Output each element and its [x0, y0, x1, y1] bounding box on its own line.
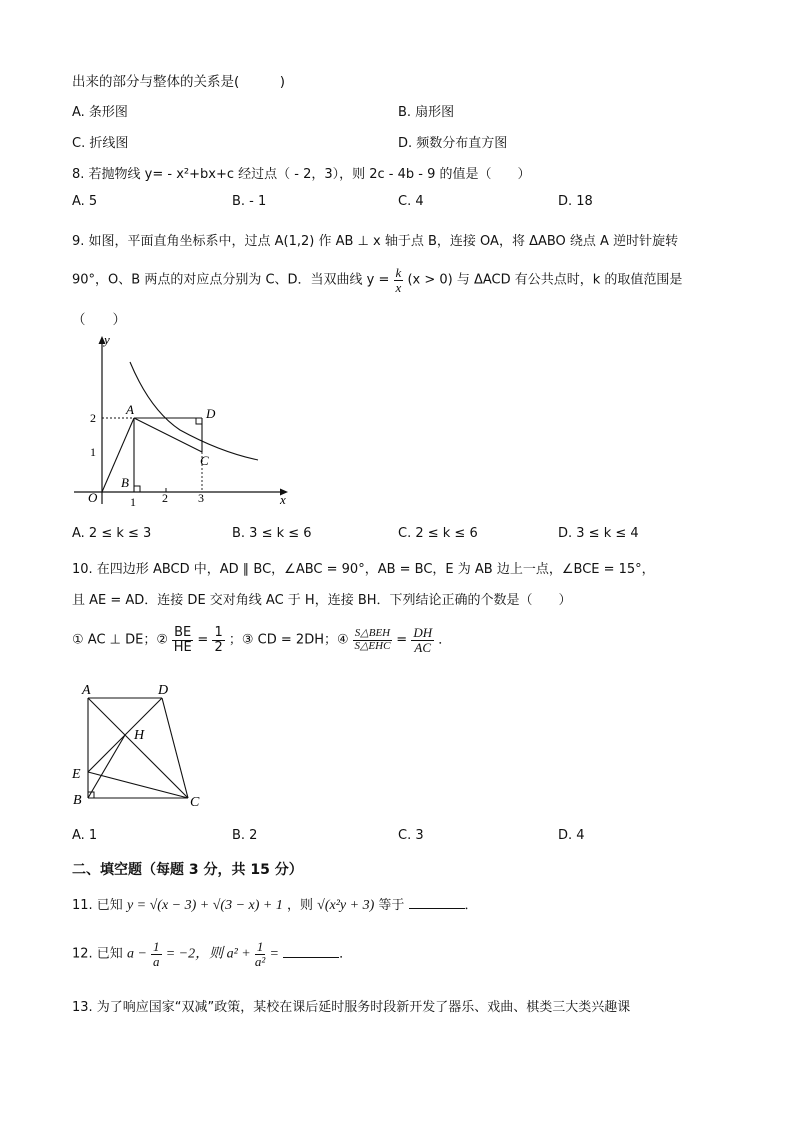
q9-coordinate-figure	[70, 330, 295, 510]
q10-conclusions	[72, 626, 451, 654]
q9-option-d: D. 3 ≤ k ≤ 4	[558, 526, 639, 541]
q12-fraction-1	[151, 940, 162, 968]
q10-frac-be: BE	[174, 625, 192, 640]
q9-frac-den: x	[395, 279, 402, 295]
section-heading-fill-in: 二、填空题（每题 3 分，共 15 分）	[72, 862, 303, 878]
x-axis-label: x	[280, 492, 286, 507]
side-dc	[162, 698, 188, 798]
q11-middle: ，则	[287, 898, 314, 913]
segment-ac	[134, 418, 202, 452]
vertex-a-label: A	[82, 683, 91, 698]
q10-end-mark: ．	[438, 632, 452, 648]
q9-line2-end: (x > 0) 与 ΔACD 有公共点时，k 的取值范围是	[407, 272, 683, 288]
q10-option-d: D. 4	[558, 828, 585, 843]
q12-f1-num: 1	[153, 939, 160, 954]
q9-line3: （ ）	[72, 312, 126, 328]
q9-hyperbola-fraction	[394, 266, 404, 294]
q10-conclusion-3: ；③ CD = 2DH；④	[228, 632, 349, 648]
q9-option-c: C. 2 ≤ k ≤ 6	[398, 526, 478, 541]
q11-expression: y = √(x − 3) + √(3 − x) + 1	[126, 898, 283, 913]
q12-answer-blank[interactable]	[283, 945, 339, 958]
q8-option-c: C. 4	[398, 194, 424, 209]
q10-conclusion-1: ① AC ⊥ DE；②	[72, 632, 168, 648]
point-c-label: C	[200, 453, 209, 468]
point-a-label: A	[126, 402, 134, 417]
q10-frac-sehc: S△EHC	[354, 639, 391, 652]
x-tick-3: 3	[198, 491, 204, 505]
q12-end-mark: ．	[339, 946, 353, 962]
q7-option-a: A. 条形图	[72, 105, 128, 120]
point-e-label: E	[72, 767, 81, 782]
q10-frac-he: HE	[173, 639, 192, 655]
q12-expr-mid: = −2，则 a² +	[165, 946, 251, 962]
q9-frac-num: k	[395, 265, 402, 280]
q10-option-b: B. 2	[232, 828, 258, 843]
q10-option-a: A. 1	[72, 828, 98, 843]
q12-line	[72, 940, 352, 968]
q10-eq-2: =	[396, 632, 408, 648]
point-d-label: D	[206, 406, 216, 421]
q11-prefix: 11. 已知	[72, 898, 123, 913]
vertex-d-label: D	[158, 683, 169, 698]
q10-fraction-be-he	[172, 626, 193, 654]
q8-option-b: B. - 1	[232, 194, 267, 209]
q10-fraction-area	[353, 628, 392, 652]
q12-f2-num: 1	[256, 939, 264, 954]
q13-text: 13. 为了响应国家“双减”政策，某校在课后延时服务时段新开发了器乐、戏曲、棋类三大类兴趣课	[72, 1000, 631, 1015]
q10-frac-1: 1	[214, 625, 223, 640]
q9-line2	[72, 266, 682, 294]
q10-frac-2: 2	[214, 639, 223, 655]
q10-option-c: C. 3	[398, 828, 424, 843]
q11-target-expression: √(x²y + 3)	[317, 898, 375, 913]
right-angle-b	[134, 486, 140, 492]
q7-option-d: D. 频数分布直方图	[398, 136, 508, 151]
diagonal-ac	[88, 698, 188, 798]
q10-quadrilateral-figure	[66, 682, 216, 812]
q11-suffix: 等于	[378, 898, 405, 913]
q10-fraction-dh-ac	[411, 626, 434, 654]
q10-frac-sbeh: S△BEH	[354, 627, 391, 640]
q7-text: 出来的部分与整体的关系是( )	[72, 74, 286, 90]
q9-option-a: A. 2 ≤ k ≤ 3	[72, 526, 152, 541]
x-tick-2: 2	[162, 491, 168, 505]
q10-fraction-half	[212, 626, 224, 654]
q10-eq-1: =	[197, 632, 209, 648]
q12-f2-den: a²	[254, 953, 266, 969]
point-o-label: O	[88, 490, 98, 505]
q8-option-d: D. 18	[558, 194, 593, 209]
segment-ec	[88, 772, 188, 798]
q11-line	[72, 894, 478, 914]
y-tick-1: 1	[90, 445, 96, 459]
q9-line1: 9. 如图，平面直角坐标系中，过点 A(1,2) 作 AB ⊥ x 轴于点 B，连接 OA，将 ΔABO 绕点 A 逆时针旋转	[72, 234, 679, 249]
q9-option-b: B. 3 ≤ k ≤ 6	[232, 526, 312, 541]
segment-oa	[102, 418, 134, 492]
vertex-b-label: B	[73, 793, 82, 808]
q8-text: 8. 若抛物线 y= - x²+bx+c 经过点（ - 2，3），则 2c - 4b - 9 的值是（ ）	[72, 167, 531, 182]
q9-line2-start: 90°，O、B 两点的对应点分别为 C、D．当双曲线 y =	[72, 272, 390, 288]
q12-f1-den: a	[153, 953, 160, 969]
q12-fraction-2	[255, 940, 266, 968]
q7-option-c: C. 折线图	[72, 136, 129, 151]
y-tick-2: 2	[90, 411, 96, 425]
point-b-label: B	[121, 475, 129, 490]
q10-frac-ac: AC	[414, 639, 432, 655]
q8-option-a: A. 5	[72, 194, 98, 209]
q11-answer-blank[interactable]	[409, 896, 465, 909]
right-angle-d	[196, 418, 202, 424]
point-h-label: H	[134, 728, 145, 743]
hyperbola-curve	[130, 362, 258, 460]
q10-frac-dh: DH	[413, 625, 433, 640]
q10-line1: 10. 在四边形 ABCD 中，AD ∥ BC，∠ABC = 90°，AB = BC，E 为 AB 边上一点，∠BCE = 15°，	[72, 562, 655, 577]
x-tick-1: 1	[130, 495, 136, 509]
y-axis-label: y	[104, 332, 110, 347]
q12-equals: =	[269, 946, 279, 962]
q11-end-mark: ．	[464, 898, 478, 913]
q12-prefix: 12. 已知	[72, 946, 123, 962]
q7-option-b: B. 扇形图	[398, 105, 455, 120]
q10-line2: 且 AE = AD．连接 DE 交对角线 AC 于 H，连接 BH．下列结论正确的个数是（ ）	[72, 593, 572, 608]
vertex-c-label: C	[190, 795, 200, 810]
q12-expr-start: a −	[126, 946, 147, 962]
